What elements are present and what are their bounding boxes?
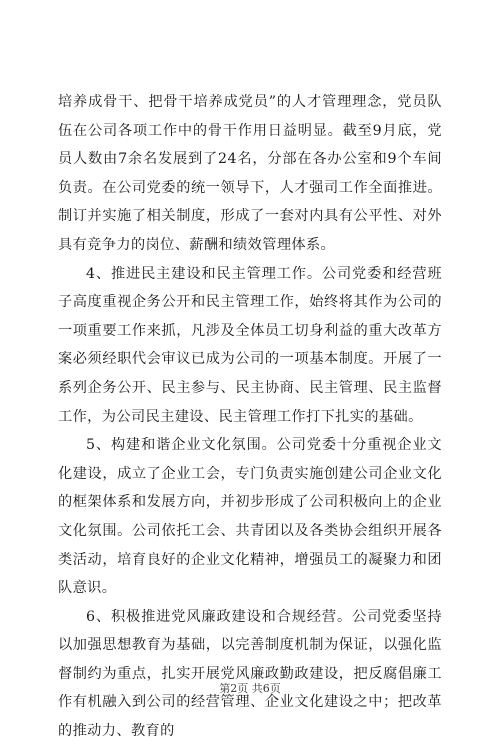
page-number-footer: 第2页 共6页 xyxy=(219,682,281,695)
paragraph-talent-management: 培养成骨干、把骨干培养成党员”的人才管理理念，党员队伍在公司各项工作中的骨干作用日益明显。截至9月底，党员人数由7余名发展到了24名，分部在各办公室和9个车间负责。在公司党委的统一领导下，人才强司工作全面推进。制订并实施了相关制度，形成了一套对内具有公平性、对外具有竞争力的岗位、薪酬和绩效管理体系。 xyxy=(58,94,442,253)
paragraph-democratic-management: 4、推进民主建设和民主管理工作。公司党委和经营班子高度重视企务公开和民主管理工作，始终将其作为公司的一项重要工作来抓，凡涉及全体员工切身利益的重大改革方案必须经职代会审议已成为公司的一项基本制度。开展了一系列企务公开、民主参与、民主协商、民主管理、民主监督工作，为公司民主建设、民主管理工作打下扎实的基础。 xyxy=(58,265,442,425)
document-body xyxy=(58,88,442,746)
paragraph-corporate-culture: 5、构建和谐企业文化氛围。公司党委十分重视企业文化建设，成立了企业工会，专门负责实施创建公司企业文化的框架体系和发展方向，并初步形成了公司积极向上的企业文化氛围。公司依托工会、共青团以及各类协会组织开展各类活动，培育良好的企业文化精神，增强员工的凝聚力和团队意识。 xyxy=(58,437,442,597)
paragraph-integrity-compliance: 6、积极推进党风廉政建设和合规经营。公司党委坚持以加强思想教育为基础，以完善制度机制为保证，以强化监督制约为重点，扎实开展党风廉政勤政建设，把反腐倡廉工作有机融入到公司的经营管理、企业文化建设之中；把改革的推动力、教育的 xyxy=(58,608,442,740)
